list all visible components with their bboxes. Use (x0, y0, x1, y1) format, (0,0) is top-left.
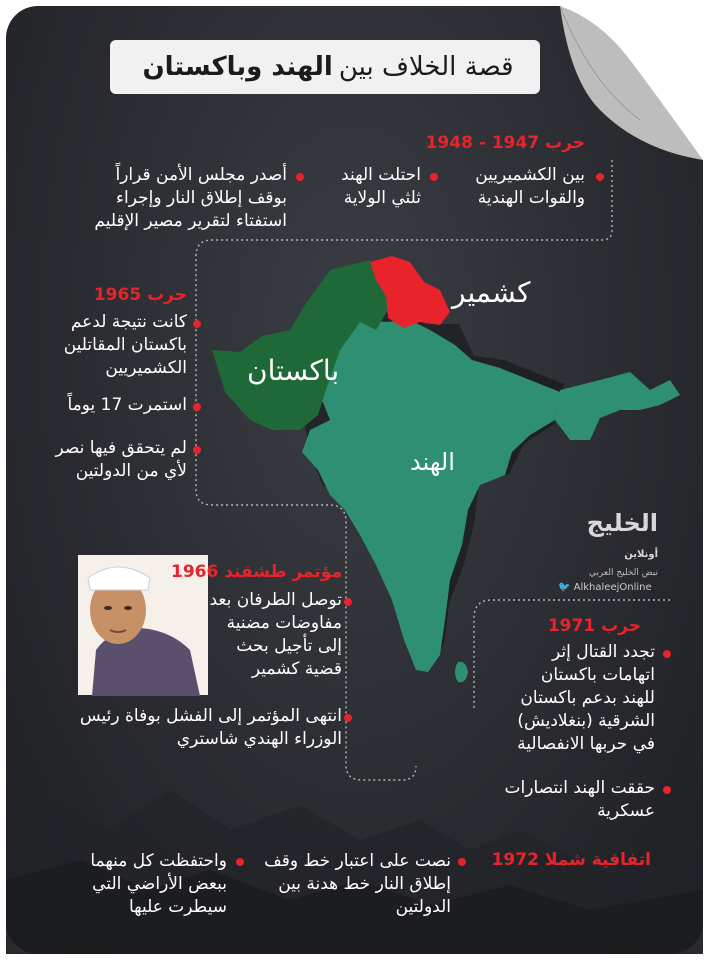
heading-simla-1972: اتفاقية شملا 1972 (491, 850, 651, 870)
bullet-dot (458, 858, 466, 866)
war1971-item-1: تجدد القتال إثر اتهامات باكستان للهند بدعم باكستان الشرقية (بنغلاديش) في حربها الانفصالية (517, 642, 655, 754)
bullet-dot (236, 858, 244, 866)
map-label-pakistan: باكستان (247, 354, 340, 387)
heading-war-1965: حرب 1965 (93, 285, 187, 305)
map-label-india: الهند (410, 448, 455, 476)
war1948-item-1: بين الكشميريين والقوات الهندية (475, 165, 585, 208)
tashkent-item-1: توصل الطرفان بعد مفاوضات مضنية إلى تأجيل بحث قضية كشمير (209, 590, 342, 679)
bullet-dot (344, 598, 352, 606)
war1965-item-1: كانت نتيجة لدعم باكستان المقاتلين الكشميريين (63, 312, 187, 378)
war1948-item-3: أصدر مجلس الأمن قراراً بوقف إطلاق النار وإجراء استفتاء لتقرير مصير الإقليم (94, 165, 287, 231)
logo-name: الخليج (586, 509, 658, 537)
tashkent-item-2: انتهى المؤتمر إلى الفشل بوفاة رئيس الوزراء الهندي شاستري (79, 706, 342, 749)
bullet-dot (193, 446, 201, 454)
title-normal: قصة الخلاف بين (338, 52, 514, 82)
war1971-item-2: حققت الهند انتصارات عسكرية (504, 778, 655, 821)
twitter-icon: 🐦 (558, 582, 571, 593)
simla-item-2: واحتفظت كل منهما ببعض الأراضي التي سيطرت عليها (90, 851, 227, 917)
war1965-item-2: استمرت 17 يوماً (67, 395, 187, 415)
war1965-item-3: لم يتحقق فيها نصر لأي من الدولتين (55, 438, 187, 481)
logo-tagline: نبض الخليج العربي (588, 568, 658, 578)
page-title (110, 40, 540, 94)
publisher-logo (558, 510, 658, 593)
war1948-item-2: احتلت الهند ثلثي الولاية (341, 165, 421, 208)
bullet-dot (663, 650, 671, 658)
bullet-dot (344, 714, 352, 722)
logo-sub: أونلاين (624, 549, 658, 560)
bullet-dot (596, 173, 604, 181)
bullet-dot (296, 173, 304, 181)
heading-war-1971: حرب 1971 (547, 616, 641, 636)
bullet-dot (193, 320, 201, 328)
bullet-dot (193, 403, 201, 411)
simla-item-1: نصت على اعتبار خط وقف إطلاق النار خط هدنة بين الدولتين (264, 851, 451, 917)
logo-handle: AlkhaleejOnline (573, 582, 652, 593)
heading-tashkent-1966: مؤتمر طشقند 1966 (170, 562, 342, 582)
heading-war-1948: حرب 1947 - 1948 (425, 133, 585, 153)
map-label-kashmir: كشمير (452, 276, 531, 309)
bullet-dot (663, 786, 671, 794)
title-bold: الهند وباكستان (142, 52, 333, 82)
bullet-dot (430, 173, 438, 181)
region-east (555, 372, 680, 440)
